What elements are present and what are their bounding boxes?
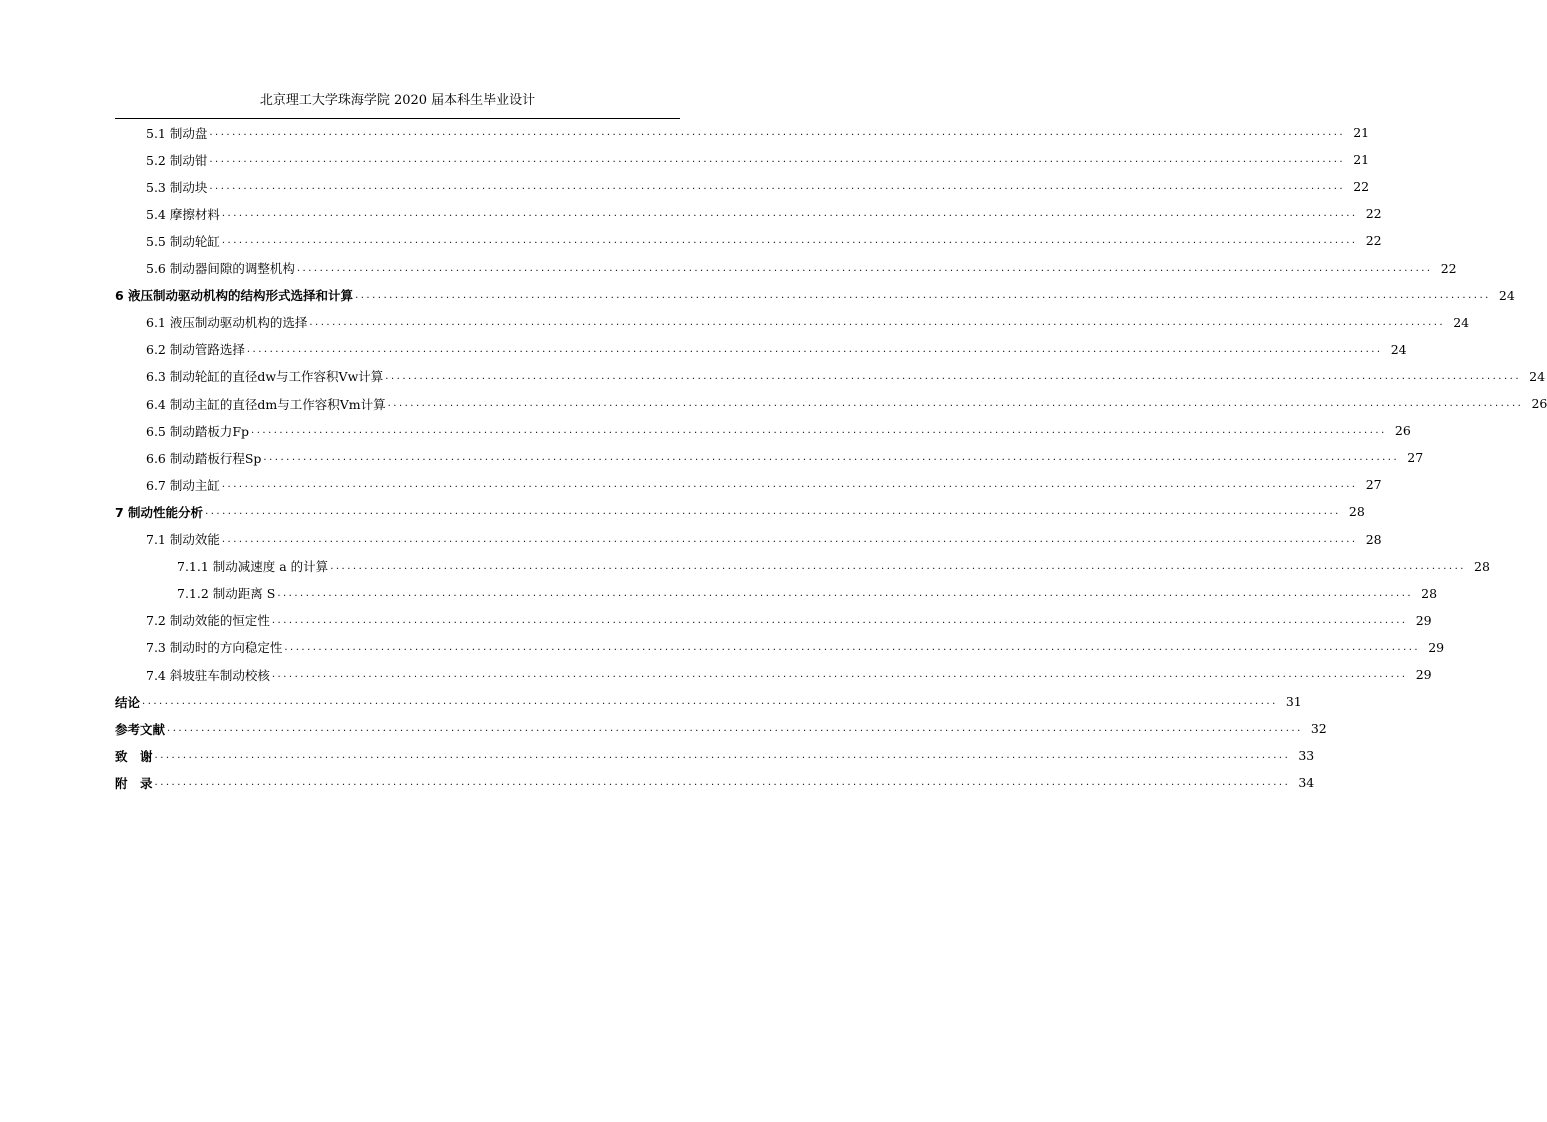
toc-entry-page: 28	[1365, 531, 1382, 547]
toc-entry-page: 22	[1365, 206, 1382, 222]
toc-entry[interactable]	[115, 255, 1457, 282]
toc-entry-title: 5.3 制动块	[146, 179, 208, 195]
toc-entry[interactable]	[115, 715, 1327, 742]
toc-entry-page: 27	[1407, 450, 1424, 466]
toc-entry-page: 28	[1421, 585, 1438, 601]
toc-entry-page: 27	[1365, 477, 1382, 493]
toc-entry-title: 6.5 制动踏板力Fp	[146, 423, 250, 439]
toc-entry-title: 5.6 制动器间隙的调整机构	[146, 261, 295, 276]
toc-leader-dots: ........................................................................................................................................................................................................	[251, 425, 1387, 437]
toc-entry[interactable]	[115, 309, 1470, 336]
toc-entry[interactable]	[115, 580, 1438, 607]
toc-entry-title: 7.1.1 制动减速度 a 的计算	[177, 559, 329, 575]
toc-leader-dots: ........................................................................................................................................................................................................	[296, 262, 1433, 274]
toc-entry-page: 28	[1474, 558, 1490, 574]
page-header-title: 北京理工大学珠海学院 2020 届本科生毕业设计	[259, 93, 536, 108]
toc-entry-page: 22	[1353, 179, 1370, 195]
toc-leader-dots: ........................................................................................................................................................................................................	[221, 208, 1358, 220]
toc-entry[interactable]	[115, 390, 1547, 417]
toc-entry[interactable]	[115, 769, 1315, 796]
toc-entry-page: 22	[1440, 260, 1457, 276]
toc-entry-page: 34	[1298, 775, 1315, 791]
toc-entry-page: 29	[1415, 612, 1432, 628]
toc-entry[interactable]	[115, 471, 1382, 498]
toc-entry-title: 7.1 制动效能	[146, 532, 220, 547]
toc-entry-page: 21	[1353, 152, 1370, 168]
toc-entry-page: 24	[1529, 368, 1546, 384]
toc-entry-title: 6 液压制动驱动机构的结构形式选择和计算	[115, 288, 354, 304]
toc-entry[interactable]	[115, 200, 1382, 227]
toc-entry-title: 6.4 制动主缸的直径dm与工作容积Vm计算	[146, 396, 386, 412]
toc-entry-page: 31	[1285, 694, 1302, 710]
toc-entry-page: 22	[1365, 233, 1382, 249]
toc-leader-dots: ........................................................................................................................................................................................................	[167, 723, 1303, 735]
toc-leader-dots: ........................................................................................................................................................................................................	[209, 154, 1346, 166]
toc-entry-title: 7.2 制动效能的恒定性	[146, 613, 270, 629]
toc-entry-title: 5.2 制动钳	[146, 152, 208, 168]
toc-leader-dots: ........................................................................................................................................................................................................	[209, 127, 1346, 138]
toc-entry-page: 32	[1310, 721, 1327, 737]
toc-entry[interactable]	[115, 742, 1315, 769]
toc-entry-page: 24	[1453, 314, 1470, 330]
toc-entry[interactable]	[115, 526, 1382, 553]
toc-entry[interactable]	[115, 173, 1370, 200]
toc-entry-title: 致 谢	[115, 748, 153, 764]
toc-entry[interactable]	[115, 498, 1365, 525]
toc-leader-dots: ........................................................................................................................................................................................................	[221, 479, 1358, 491]
toc-entry-page: 26	[1531, 396, 1547, 411]
toc-entry[interactable]	[115, 119, 1370, 146]
toc-entry-title: 5.1 制动盘	[146, 125, 208, 141]
toc-entry[interactable]	[115, 634, 1445, 661]
toc-leader-dots: ........................................................................................................................................................................................................	[221, 235, 1358, 247]
toc-leader-dots: ........................................................................................................................................................................................................	[271, 669, 1408, 680]
toc-leader-dots: ........................................................................................................................................................................................................	[154, 777, 1291, 789]
toc-leader-dots: ........................................................................................................................................................................................................	[221, 533, 1358, 545]
toc-entry-title: 7.4 斜坡驻车制动校核	[146, 667, 270, 683]
toc-entry-title: 6.3 制动轮缸的直径dw与工作容积Vw计算	[146, 369, 384, 385]
toc-leader-dots: ........................................................................................................................................................................................................	[387, 398, 1524, 409]
toc-entry-page: 24	[1498, 287, 1515, 303]
toc-entry-title: 附 录	[115, 775, 153, 791]
toc-leader-dots: ........................................................................................................................................................................................................	[205, 506, 1341, 518]
toc-leader-dots: ........................................................................................................................................................................................................	[284, 641, 1421, 653]
toc-entry[interactable]	[115, 417, 1411, 444]
toc-entry-title: 结论	[115, 694, 141, 710]
toc-entry-title: 7.1.2 制动距离 S	[177, 586, 276, 602]
toc-entry-page: 33	[1298, 748, 1315, 764]
toc-entry[interactable]	[115, 146, 1370, 173]
toc-leader-dots: ........................................................................................................................................................................................................	[246, 343, 1383, 355]
toc-entry[interactable]	[115, 444, 1424, 471]
toc-leader-dots: ........................................................................................................................................................................................................	[142, 696, 1278, 708]
toc-entry[interactable]	[115, 607, 1432, 634]
toc-leader-dots: ........................................................................................................................................................................................................	[330, 560, 1466, 572]
toc-entry-title: 6.6 制动踏板行程Sp	[146, 450, 262, 466]
toc-entry-title: 7.3 制动时的方向稳定性	[146, 640, 283, 656]
toc-entry-title: 参考文献	[115, 721, 166, 737]
toc-entry[interactable]	[115, 661, 1432, 688]
toc-entry-page: 26	[1394, 423, 1411, 439]
toc-entry[interactable]	[115, 363, 1546, 390]
toc-leader-dots: ........................................................................................................................................................................................................	[277, 587, 1414, 599]
toc-entry-title: 5.4 摩擦材料	[146, 206, 220, 222]
toc-leader-dots: ........................................................................................................................................................................................................	[309, 316, 1446, 328]
toc-leader-dots: ........................................................................................................................................................................................................	[209, 181, 1346, 193]
toc-entry-title: 6.1 液压制动驱动机构的选择	[146, 315, 308, 331]
toc-entry-title: 5.5 制动轮缸	[146, 233, 220, 249]
toc-entry-page: 21	[1353, 125, 1370, 140]
toc-entry-title: 7 制动性能分析	[115, 504, 204, 520]
toc-entry-page: 29	[1415, 667, 1432, 682]
toc-entry[interactable]	[115, 336, 1407, 363]
toc-entry[interactable]	[115, 227, 1382, 254]
toc-entry[interactable]	[115, 688, 1302, 715]
toc-leader-dots: ........................................................................................................................................................................................................	[355, 289, 1491, 301]
toc-leader-dots: ........................................................................................................................................................................................................	[271, 614, 1408, 626]
toc-leader-dots: ........................................................................................................................................................................................................	[385, 370, 1522, 382]
toc-entry-title: 6.2 制动管路选择	[146, 342, 245, 358]
toc-entry[interactable]	[115, 553, 1490, 580]
toc-entry-title: 6.7 制动主缸	[146, 477, 220, 493]
toc-entry-page: 28	[1348, 504, 1365, 520]
toc-entry[interactable]	[115, 282, 1515, 309]
toc-entry-page: 29	[1428, 639, 1445, 655]
toc-leader-dots: ........................................................................................................................................................................................................	[263, 452, 1400, 464]
toc-leader-dots: ........................................................................................................................................................................................................	[154, 750, 1291, 762]
toc-entry-page: 24	[1390, 341, 1407, 357]
